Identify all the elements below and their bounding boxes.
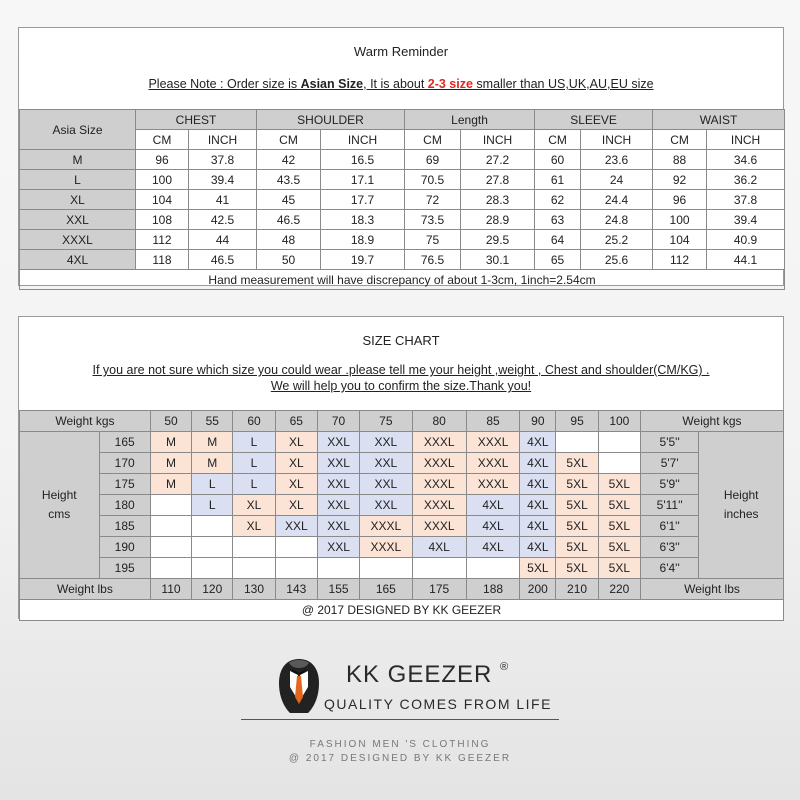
size-cell: XL [275,432,317,453]
size-cell: 4XL [520,474,556,495]
size-cell: M [150,453,191,474]
measurement-cell: 100 [136,170,189,190]
height-inch-cell: 6'1'' [640,516,698,537]
size-cell: M [150,432,191,453]
note-part: , It is about [363,77,428,91]
measurement-cell: 50 [257,250,321,270]
note-part: Please Note : Order size is [148,77,301,91]
size-chart-note-line2: We will help you to confirm the size.Thank you! [270,379,532,393]
height-cm-cell: 195 [99,558,150,579]
table-row [20,230,785,250]
weight-lbs-header: 210 [556,579,598,600]
size-cell [598,453,640,474]
height-inch-cell: 5'9'' [640,474,698,495]
table-row [20,170,785,190]
size-cell: 5XL [598,516,640,537]
weight-kgs-label-right: Weight kgs [640,411,783,432]
size-cell: 4XL [520,432,556,453]
weight-lbs-label: Weight lbs [20,579,151,600]
size-cell: XXXL [360,537,412,558]
measurement-cell: 44.1 [707,250,785,270]
measurement-cell: 24 [581,170,653,190]
measurement-cell: 24.8 [581,210,653,230]
size-cell [466,558,519,579]
weight-kgs-label: Weight kgs [20,411,151,432]
measurement-cell: 17.1 [321,170,405,190]
weight-lbs-header: 110 [150,579,191,600]
table-row [20,453,784,474]
unit-header: INCH [321,130,405,150]
table-row [20,516,784,537]
measurement-cell: 65 [535,250,581,270]
size-cell [192,558,233,579]
measurement-cell: 112 [653,250,707,270]
height-inch-cell: 5'5'' [640,432,698,453]
weight-kg-header: 65 [275,411,317,432]
size-cell: 5XL [556,537,598,558]
size-cell: XXL [317,453,359,474]
size-cell: 5XL [598,474,640,495]
unit-header: INCH [189,130,257,150]
size-cell: XXL [317,537,359,558]
measurement-cell: 104 [136,190,189,210]
size-cell: XL [275,453,317,474]
measurement-footnote: Hand measurement will have discrepancy of about 1-3cm, 1inch=2.54cm [20,270,785,290]
size-cell: L [192,474,233,495]
unit-header: CM [535,130,581,150]
height-inch-cell: 6'3'' [640,537,698,558]
size-cell: XXXL [412,495,466,516]
size-cell: XXXL [412,453,466,474]
measurement-cell: 30.1 [461,250,535,270]
weight-lbs-header: 175 [412,579,466,600]
size-label: XXXL [20,230,136,250]
size-cell: 5XL [556,474,598,495]
table-row [20,537,784,558]
size-cell [360,558,412,579]
unit-header: CM [257,130,321,150]
size-cell: 4XL [520,537,556,558]
height-cm-cell: 165 [99,432,150,453]
measurement-cell: 41 [189,190,257,210]
weight-lbs-header: 130 [233,579,275,600]
size-cell: L [233,432,275,453]
height-cm-cell: 190 [99,537,150,558]
table-row [20,210,785,230]
measurement-cell: 76.5 [405,250,461,270]
unit-header: CM [653,130,707,150]
asia-size-header: Asia Size [20,110,136,150]
measurement-cell: 39.4 [707,210,785,230]
size-cell: XL [275,474,317,495]
note-size-diff: 2-3 size [427,77,473,91]
weight-kg-header: 60 [233,411,275,432]
size-cell: 4XL [412,537,466,558]
warm-reminder-panel [18,27,784,286]
size-label: XL [20,190,136,210]
table-row [20,474,784,495]
size-cell: XXXL [360,516,412,537]
divider [241,719,559,720]
note-part: smaller than US,UK,AU,EU size [472,77,654,91]
size-cell: 5XL [520,558,556,579]
height-inch-cell: 6'4'' [640,558,698,579]
table-row [20,558,784,579]
size-cell: XXL [360,432,412,453]
designed-by-footer: @ 2017 DESIGNED BY KK GEEZER [20,600,784,621]
measurement-cell: 70.5 [405,170,461,190]
measurement-cell: 69 [405,150,461,170]
size-chart-note-line1: If you are not sure which size you could wear .please tell me your height ,weight , Chest and shoulder(CM/KG) . [92,363,710,377]
size-cell: 4XL [466,516,519,537]
height-cms-label: Height cms [20,432,100,579]
size-cell [150,495,191,516]
table-row [20,190,785,210]
note-asian-size: Asian Size [300,77,364,91]
size-label: 4XL [20,250,136,270]
size-cell [233,558,275,579]
size-cell: XXXL [466,474,519,495]
brand-slogan: QUALITY COMES FROM LIFE [324,696,552,712]
size-cell: M [150,474,191,495]
size-cell [150,558,191,579]
size-cell: XXL [360,495,412,516]
size-cell [192,516,233,537]
size-cell: L [233,453,275,474]
footer-tagline: FASHION MEN 'S CLOTHING [309,739,491,750]
size-cell: XL [233,516,275,537]
size-cell [192,537,233,558]
measurement-cell: 34.6 [707,150,785,170]
size-cell: 4XL [466,495,519,516]
weight-lbs-header: 120 [192,579,233,600]
measurement-cell: 72 [405,190,461,210]
reminder-title: Warm Reminder [353,44,449,59]
size-cell: 5XL [598,495,640,516]
weight-kg-header: 80 [412,411,466,432]
size-cell: XXXL [466,432,519,453]
size-label: L [20,170,136,190]
group-header: CHEST [136,110,257,130]
measurement-cell: 118 [136,250,189,270]
measurement-cell: 42.5 [189,210,257,230]
weight-lbs-label-right: Weight lbs [640,579,783,600]
measurement-cell: 45 [257,190,321,210]
unit-header: CM [405,130,461,150]
weight-lbs-header: 165 [360,579,412,600]
size-cell: L [192,495,233,516]
measurement-cell: 96 [136,150,189,170]
measurement-cell: 88 [653,150,707,170]
measurement-cell: 100 [653,210,707,230]
brand-name [346,661,509,689]
measurement-cell: 39.4 [189,170,257,190]
measurement-cell: 25.2 [581,230,653,250]
size-cell: 5XL [556,558,598,579]
measurement-cell: 62 [535,190,581,210]
size-cell [598,432,640,453]
measurement-cell: 96 [653,190,707,210]
unit-header: CM [136,130,189,150]
measurement-cell: 27.8 [461,170,535,190]
height-cm-cell: 185 [99,516,150,537]
size-cell: XXL [317,495,359,516]
size-chart-title: SIZE CHART [362,333,440,348]
size-cell: M [192,432,233,453]
weight-kg-header: 55 [192,411,233,432]
unit-header: INCH [581,130,653,150]
measurement-cell: 19.7 [321,250,405,270]
measurement-cell: 43.5 [257,170,321,190]
height-cm-cell: 175 [99,474,150,495]
group-header: Length [405,110,535,130]
table-row [20,495,784,516]
weight-kg-header: 95 [556,411,598,432]
size-cell: XXXL [412,516,466,537]
size-cell: 4XL [520,516,556,537]
height-cm-cell: 180 [99,495,150,516]
group-header: WAIST [653,110,785,130]
unit-header: INCH [461,130,535,150]
size-cell [275,558,317,579]
weight-kg-header: 50 [150,411,191,432]
size-cell: 4XL [466,537,519,558]
measurement-cell: 63 [535,210,581,230]
size-cell: XXL [317,516,359,537]
size-cell: XXL [317,432,359,453]
weight-kg-header: 90 [520,411,556,432]
weight-lbs-header: 155 [317,579,359,600]
size-label: XXL [20,210,136,230]
measurement-cell: 25.6 [581,250,653,270]
size-cell: 5XL [598,558,640,579]
weight-lbs-header: 200 [520,579,556,600]
measurement-cell: 75 [405,230,461,250]
size-cell: XXXL [412,474,466,495]
measurement-cell: 24.4 [581,190,653,210]
measurement-cell: 104 [653,230,707,250]
measurement-cell: 108 [136,210,189,230]
weight-kg-header: 85 [466,411,519,432]
measurement-cell: 73.5 [405,210,461,230]
size-cell: 4XL [520,495,556,516]
gentleman-suit-tie-icon [276,657,322,715]
size-label: M [20,150,136,170]
size-chart-panel [18,316,784,619]
size-cell: 5XL [556,516,598,537]
measurement-cell: 27.2 [461,150,535,170]
measurement-cell: 44 [189,230,257,250]
measurement-cell: 37.8 [189,150,257,170]
size-cell: 5XL [598,537,640,558]
unit-header: INCH [707,130,785,150]
weight-lbs-header: 188 [466,579,519,600]
asia-size-table [19,109,785,290]
weight-lbs-header: 220 [598,579,640,600]
size-cell [150,516,191,537]
table-row [20,250,785,270]
size-cell: XXL [275,516,317,537]
size-cell [412,558,466,579]
size-cell: XXXL [412,432,466,453]
height-inch-cell: 5'7' [640,453,698,474]
measurement-cell: 18.3 [321,210,405,230]
size-cell: XXL [360,453,412,474]
measurement-cell: 28.3 [461,190,535,210]
height-cm-cell: 170 [99,453,150,474]
measurement-cell: 40.9 [707,230,785,250]
measurement-cell: 37.8 [707,190,785,210]
size-cell: XL [275,495,317,516]
weight-kg-header: 75 [360,411,412,432]
measurement-cell: 17.7 [321,190,405,210]
weight-lbs-header: 143 [275,579,317,600]
size-cell: XXL [360,474,412,495]
size-chart-table [19,410,784,621]
measurement-cell: 112 [136,230,189,250]
measurement-cell: 64 [535,230,581,250]
registered-mark: ® [500,661,510,673]
size-cell: XL [233,495,275,516]
measurement-cell: 48 [257,230,321,250]
group-header: SLEEVE [535,110,653,130]
size-cell: 4XL [520,453,556,474]
measurement-cell: 42 [257,150,321,170]
measurement-cell: 60 [535,150,581,170]
group-header: SHOULDER [257,110,405,130]
measurement-cell: 92 [653,170,707,190]
size-cell: M [192,453,233,474]
height-inch-cell: 5'11'' [640,495,698,516]
size-cell: XXL [317,474,359,495]
size-cell: XXXL [466,453,519,474]
measurement-cell: 16.5 [321,150,405,170]
measurement-cell: 18.9 [321,230,405,250]
table-row [20,150,785,170]
size-cell: 5XL [556,453,598,474]
measurement-cell: 46.5 [189,250,257,270]
table-row [20,432,784,453]
size-cell [150,537,191,558]
weight-kg-header: 70 [317,411,359,432]
reminder-note [19,77,783,91]
size-cell [556,432,598,453]
height-inches-label: Height inches [699,432,784,579]
size-cell [233,537,275,558]
measurement-cell: 61 [535,170,581,190]
size-cell [275,537,317,558]
footer-copyright: @ 2017 DESIGNED BY KK GEEZER [288,753,512,764]
brand-name-text: KK GEEZER [346,661,493,688]
size-cell: L [233,474,275,495]
size-cell: 5XL [556,495,598,516]
measurement-cell: 28.9 [461,210,535,230]
measurement-cell: 46.5 [257,210,321,230]
size-cell [317,558,359,579]
measurement-cell: 29.5 [461,230,535,250]
measurement-cell: 23.6 [581,150,653,170]
weight-kg-header: 100 [598,411,640,432]
measurement-cell: 36.2 [707,170,785,190]
